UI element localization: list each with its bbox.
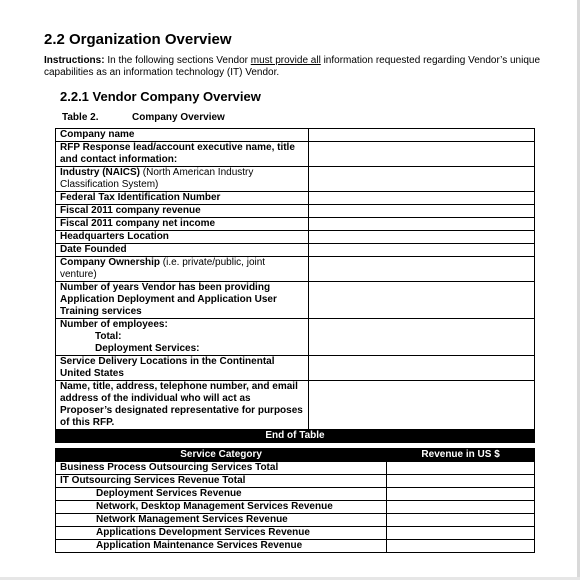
answer-cell[interactable] xyxy=(308,142,534,167)
row-label: Date Founded xyxy=(56,244,309,257)
answer-cell[interactable] xyxy=(308,192,534,205)
table3-number: Table 3. xyxy=(60,431,97,442)
answer-cell[interactable] xyxy=(308,282,534,319)
row-label xyxy=(56,319,309,356)
table-row xyxy=(56,514,535,527)
category-cell: Applications Development Services Revenue xyxy=(56,527,387,540)
table-row xyxy=(56,356,535,381)
answer-cell[interactable] xyxy=(308,257,534,282)
table-row xyxy=(56,231,535,244)
answer-cell[interactable] xyxy=(308,244,534,257)
category-cell: Network, Desktop Management Services Revenue xyxy=(56,501,387,514)
answer-cell[interactable] xyxy=(308,129,534,142)
table-row xyxy=(56,527,535,540)
row-label-note: (i.e. private/public, joint venture) xyxy=(60,257,266,280)
revenue-cell[interactable] xyxy=(387,501,535,514)
row-label xyxy=(56,167,309,192)
row-label: Headquarters Location xyxy=(56,231,309,244)
category-cell: Deployment Services Revenue xyxy=(56,488,387,501)
revenue-cell[interactable] xyxy=(387,475,535,488)
table-row xyxy=(56,257,535,282)
subsection-heading: 2.2.1 Vendor Company Overview xyxy=(60,89,261,104)
company-overview-table xyxy=(55,128,535,443)
row-label: Fiscal 2011 company net income xyxy=(56,218,309,231)
table-row xyxy=(56,381,535,430)
category-cell: Network Management Services Revenue xyxy=(56,514,387,527)
row-label: Federal Tax Identification Number xyxy=(56,192,309,205)
end-of-table-label: End of Table xyxy=(56,430,535,443)
revenue-cell[interactable] xyxy=(387,488,535,501)
row-label: Fiscal 2011 company revenue xyxy=(56,205,309,218)
answer-cell[interactable] xyxy=(308,356,534,381)
row-label-bold: Company Ownership xyxy=(60,257,161,268)
row-label: Company name xyxy=(56,129,309,142)
employees-label: Number of employees: xyxy=(60,319,168,330)
row-label xyxy=(56,257,309,282)
table-row xyxy=(56,282,535,319)
table-row xyxy=(56,244,535,257)
table3-title: Details of Revenue Stream xyxy=(132,431,259,442)
table-row xyxy=(56,540,535,553)
employees-deployment-label: Deployment Services: xyxy=(95,343,200,354)
employees-total-label: Total: xyxy=(95,331,122,342)
answer-cell[interactable] xyxy=(308,231,534,244)
column-header-revenue: Revenue in US $ xyxy=(387,449,535,462)
answer-cell[interactable] xyxy=(308,319,534,356)
column-header-category: Service Category xyxy=(56,449,387,462)
category-cell: Business Process Outsourcing Services Total xyxy=(56,462,387,475)
table-row xyxy=(56,218,535,231)
revenue-cell[interactable] xyxy=(387,527,535,540)
instructions-label: Instructions: xyxy=(44,55,105,66)
category-cell: Application Maintenance Services Revenue xyxy=(56,540,387,553)
table2-caption xyxy=(62,112,225,123)
instructions-emphasis: must provide all xyxy=(250,55,321,66)
table-row xyxy=(56,319,535,356)
table-row xyxy=(56,488,535,501)
table-row xyxy=(56,129,535,142)
instructions-text-before: In the following sections Vendor xyxy=(104,55,251,66)
revenue-cell[interactable] xyxy=(387,462,535,475)
row-label-note: (North American Industry Classification System) xyxy=(60,167,254,190)
table2-title: Company Overview xyxy=(132,112,225,123)
table-row xyxy=(56,501,535,514)
answer-cell[interactable] xyxy=(308,381,534,430)
table-row xyxy=(56,167,535,192)
section-heading: 2.2 Organization Overview xyxy=(44,31,232,48)
category-cell: IT Outsourcing Services Revenue Total xyxy=(56,475,387,488)
table-row xyxy=(56,142,535,167)
row-label: Number of years Vendor has been providing Application Deployment and Application User Training services xyxy=(56,282,309,319)
row-label: RFP Response lead/account executive name, title and contact information: xyxy=(56,142,309,167)
instructions-text-after: information requested regarding Vendor’s unique capabilities as an information technology (IT) Vendor. xyxy=(44,55,541,78)
row-label: Name, title, address, telephone number, and email address of the individual who will act as Proposer’s designated representative for purposes of this RFP. xyxy=(56,381,309,430)
revenue-cell[interactable] xyxy=(387,514,535,527)
table-row xyxy=(56,192,535,205)
header-row xyxy=(56,449,535,462)
answer-cell[interactable] xyxy=(308,218,534,231)
table-row xyxy=(56,205,535,218)
row-label: Service Delivery Locations in the Continental United States xyxy=(56,356,309,381)
table2-number: Table 2. xyxy=(62,112,99,123)
answer-cell[interactable] xyxy=(308,167,534,192)
answer-cell[interactable] xyxy=(308,205,534,218)
table3-caption xyxy=(60,431,258,442)
instructions-paragraph xyxy=(44,55,544,79)
row-label-bold: Industry (NAICS) xyxy=(60,167,140,178)
revenue-cell[interactable] xyxy=(387,540,535,553)
table-row xyxy=(56,475,535,488)
table-row xyxy=(56,462,535,475)
revenue-stream-table xyxy=(55,448,535,553)
